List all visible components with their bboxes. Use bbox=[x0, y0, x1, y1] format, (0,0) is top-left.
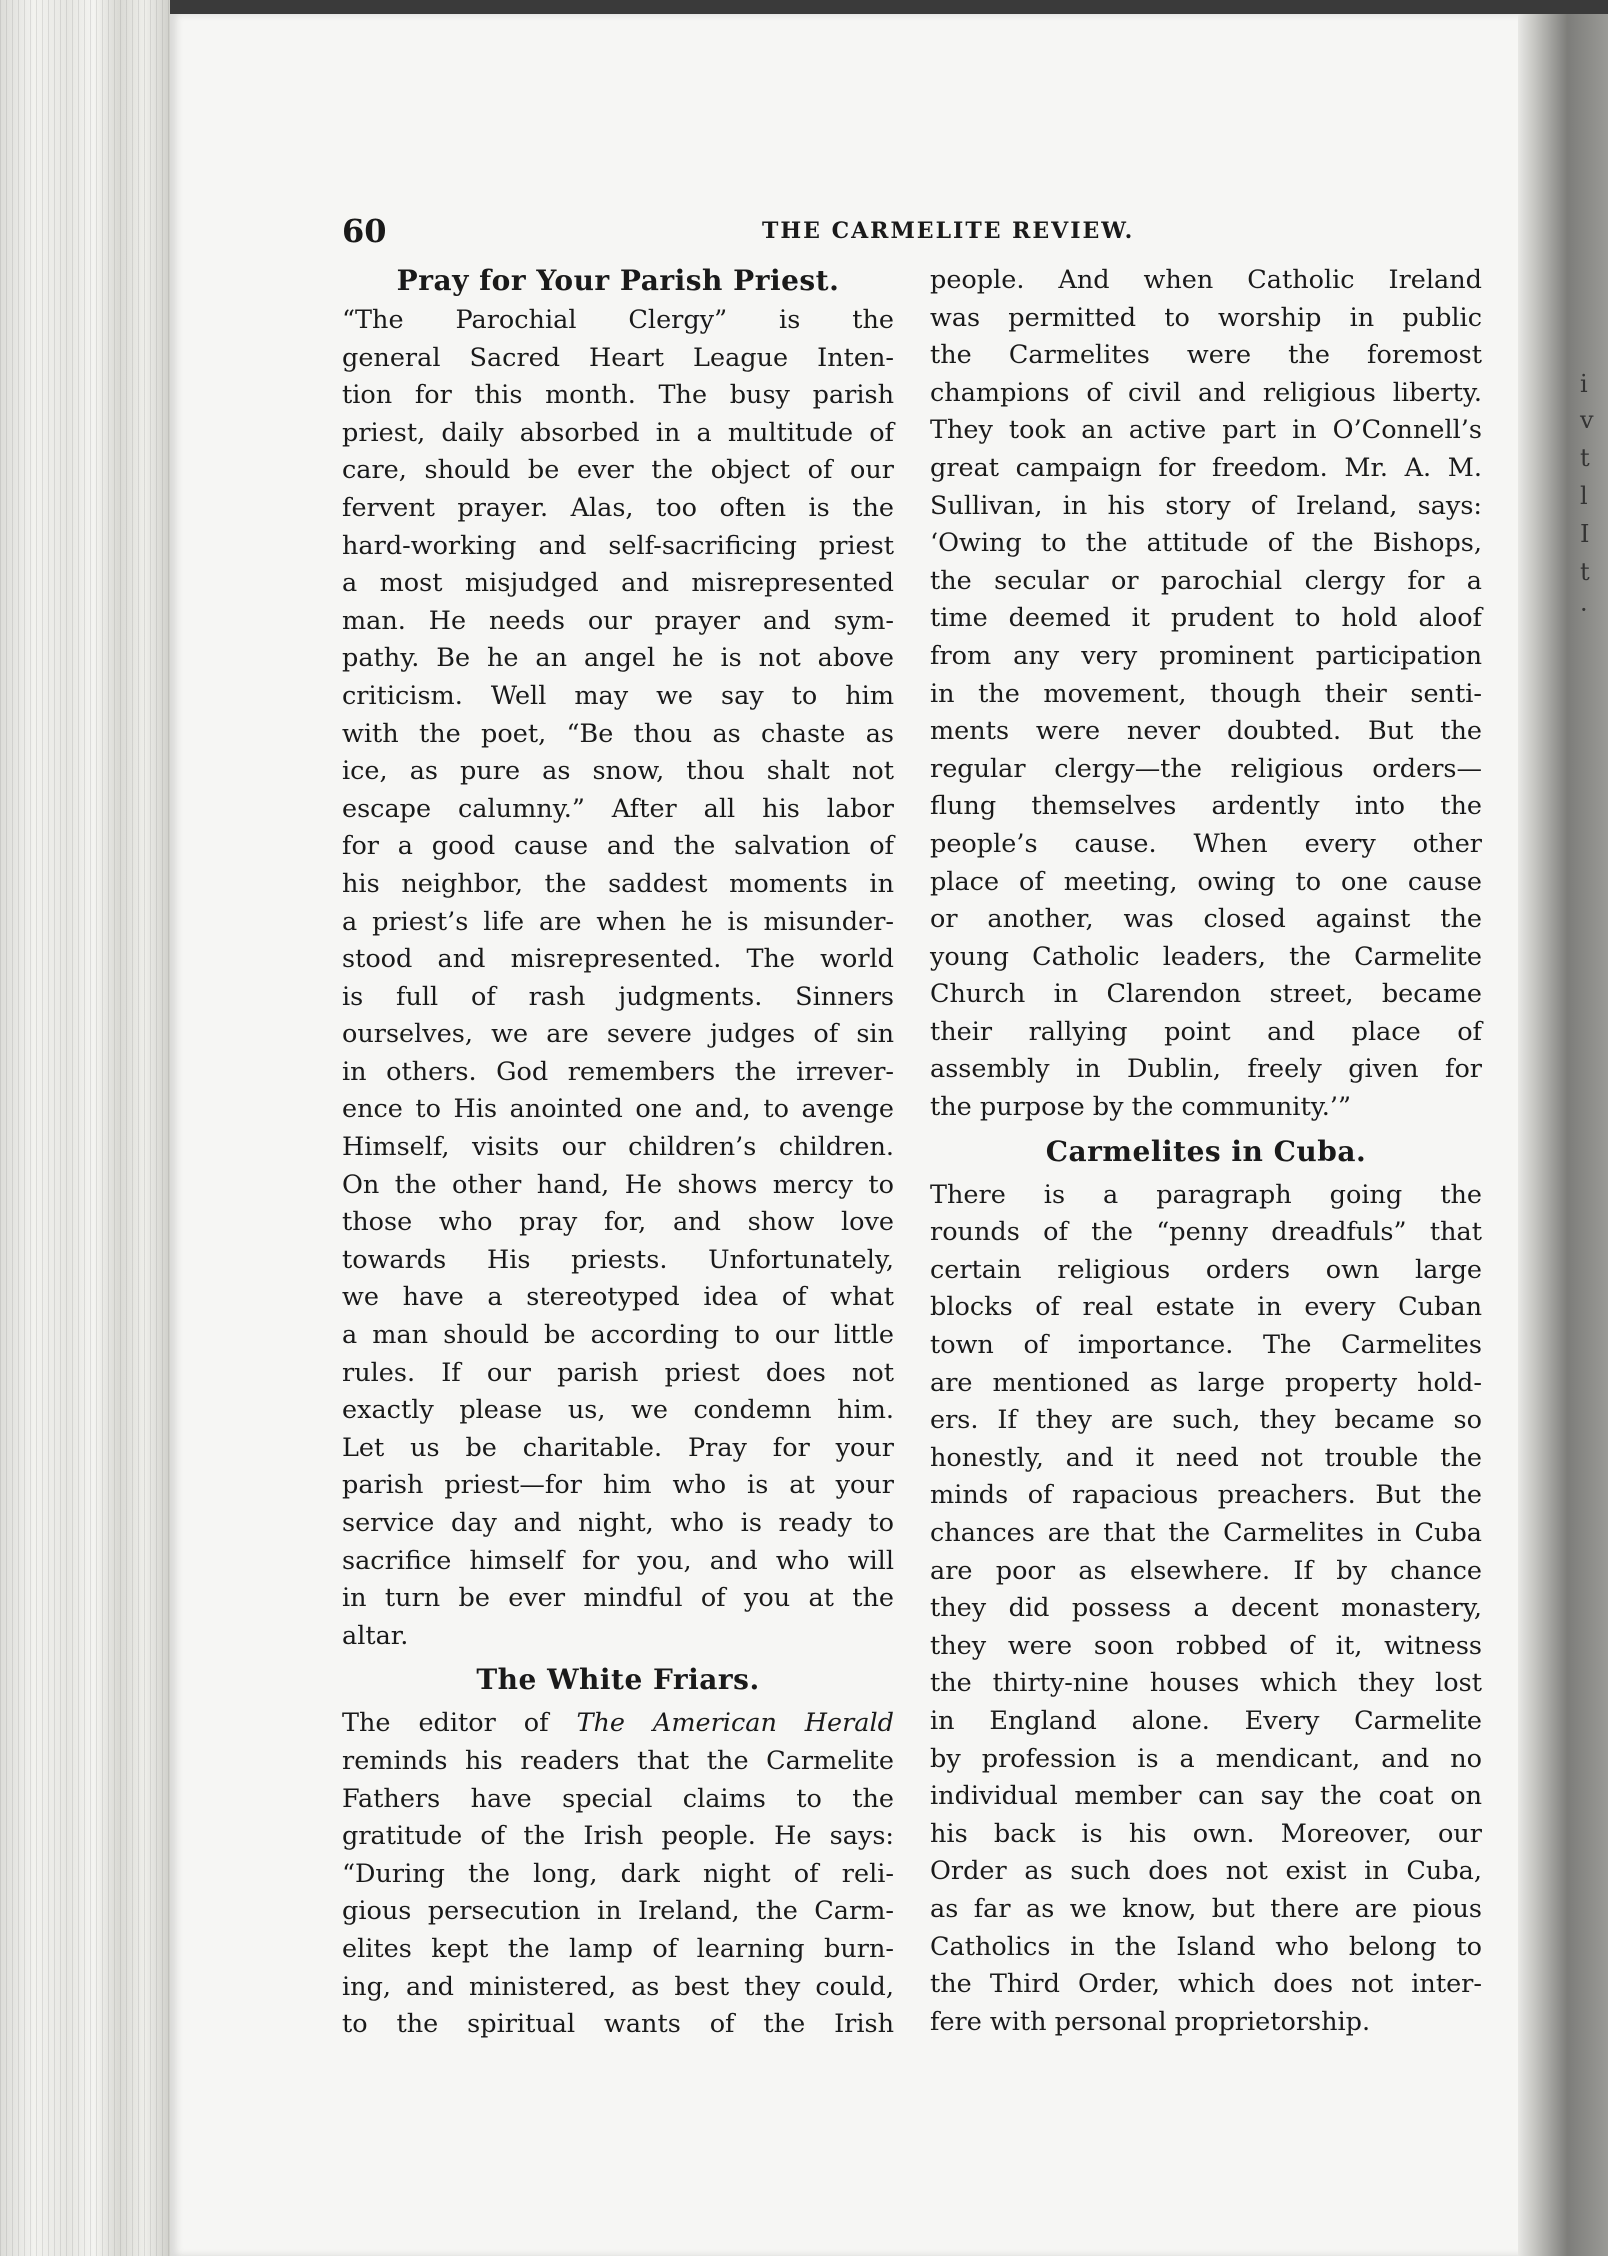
text-line: certain religious orders own large bbox=[930, 1254, 1482, 1285]
text-line: fervent prayer. Alas, too often is the bbox=[342, 492, 894, 523]
page-number: 60 bbox=[342, 212, 387, 250]
text-line: for a good cause and the salvation of bbox=[342, 831, 894, 862]
text-line: elites kept the lamp of learning burn- bbox=[342, 1933, 894, 1964]
text-line: his neighbor, the saddest moments in bbox=[342, 868, 894, 899]
text-line: fere with personal proprietorship. bbox=[930, 2006, 1371, 2037]
text-line: pathy. Be he an angel he is not above bbox=[342, 643, 894, 674]
text-line: regular clergy—the religious orders— bbox=[930, 753, 1482, 784]
text-line: towards His priests. Unfortunately, bbox=[342, 1244, 894, 1275]
text-line: Order as such does not exist in Cuba, bbox=[930, 1856, 1482, 1887]
text-line: in turn be ever mindful of you at the bbox=[342, 1583, 894, 1614]
text-line-prefix: The editor of bbox=[342, 1708, 577, 1739]
text-line: is full of rash judgments. Sinners bbox=[342, 981, 894, 1012]
text-line: reminds his readers that the Carmelite bbox=[342, 1745, 894, 1776]
section-body-parish-priest bbox=[342, 302, 894, 1655]
text-line: time deemed it prudent to hold aloof bbox=[930, 603, 1482, 634]
text-line: sacrifice himself for you, and who will bbox=[342, 1545, 894, 1576]
text-line: by profession is a mendicant, and no bbox=[930, 1743, 1482, 1774]
text-line: care, should be ever the object of our bbox=[342, 455, 894, 486]
text-line: general Sacred Heart League Inten- bbox=[342, 342, 894, 373]
text-line: Church in Clarendon street, became bbox=[930, 979, 1482, 1010]
text-line: in the movement, though their senti- bbox=[930, 678, 1482, 709]
bleed-letter: v bbox=[1580, 406, 1594, 434]
section-heading-cuba: Carmelites in Cuba. bbox=[1045, 1134, 1367, 1168]
text-line: Sullivan, in his story of Ireland, says: bbox=[930, 490, 1482, 521]
text-line: was permitted to worship in public bbox=[930, 302, 1482, 333]
bleed-letter: i bbox=[1580, 370, 1588, 398]
publication-title: The American Herald bbox=[576, 1708, 894, 1739]
text-line: in others. God remembers the irrever- bbox=[342, 1056, 894, 1087]
bleed-letter: I bbox=[1580, 520, 1590, 548]
text-line: place of meeting, owing to one cause bbox=[930, 866, 1482, 897]
text-line: gious persecution in Ireland, the Carm- bbox=[342, 1896, 894, 1927]
text-line: their rallying point and place of bbox=[930, 1016, 1482, 1047]
text-line: the Carmelites were the foremost bbox=[930, 340, 1482, 371]
text-line: from any very prominent participation bbox=[930, 640, 1482, 671]
text-line: “The Parochial Clergy” is the bbox=[342, 305, 894, 335]
text-line: Let us be charitable. Pray for your bbox=[342, 1432, 894, 1463]
section-heading-white-friars: The White Friars. bbox=[476, 1663, 760, 1697]
text-line: Catholics in the Island who belong to bbox=[930, 1931, 1482, 1962]
text-line: On the other hand, He shows mercy to bbox=[342, 1169, 894, 1200]
text-line: are poor as elsewhere. If by chance bbox=[930, 1555, 1482, 1586]
left-column bbox=[342, 262, 894, 2044]
text-line: in England alone. Every Carmelite bbox=[930, 1705, 1482, 1736]
bleed-letter: l bbox=[1580, 482, 1588, 510]
section-body-cuba bbox=[930, 1177, 1482, 2042]
text-line: minds of rapacious preachers. But the bbox=[930, 1480, 1482, 1511]
text-line: rules. If our parish priest does not bbox=[342, 1357, 894, 1388]
text-line: priest, daily absorbed in a multitude of bbox=[342, 417, 894, 448]
text-line: ourselves, we are severe judges of sin bbox=[342, 1019, 894, 1050]
text-line: parish priest—for him who is at your bbox=[342, 1470, 894, 1501]
text-line: Fathers have special claims to the bbox=[342, 1783, 894, 1814]
text-line: exactly please us, we condemn him. bbox=[342, 1395, 894, 1426]
journal-title: THE CARMELITE REVIEW. bbox=[762, 218, 1135, 244]
text-line: gratitude of the Irish people. He says: bbox=[342, 1821, 894, 1852]
text-line: rounds of the “penny dreadfuls” that bbox=[930, 1217, 1482, 1248]
text-line: ‘Owing to the attitude of the Bishops, bbox=[930, 528, 1482, 559]
text-line: tion for this month. The busy parish bbox=[342, 380, 894, 411]
bleed-letter: t bbox=[1580, 444, 1590, 472]
text-line: chances are that the Carmelites in Cuba bbox=[930, 1518, 1482, 1548]
bleed-letter: t bbox=[1580, 558, 1590, 586]
text-line: man. He needs our prayer and sym- bbox=[342, 605, 894, 636]
text-line: a most misjudged and misrepresented bbox=[342, 568, 894, 599]
text-line: champions of civil and religious liberty. bbox=[930, 377, 1482, 408]
text-line: ments were never doubted. But the bbox=[930, 716, 1482, 747]
text-line: people. And when Catholic Ireland bbox=[930, 265, 1482, 295]
text-line bbox=[342, 1705, 894, 1743]
text-line: with the poet, “Be thou as chaste as bbox=[342, 718, 894, 749]
text-line: “During the long, dark night of reli- bbox=[342, 1858, 894, 1889]
text-line: individual member can say the coat on bbox=[930, 1781, 1482, 1812]
bleed-letter: · bbox=[1580, 596, 1588, 624]
text-line: they did possess a decent monastery, bbox=[930, 1593, 1482, 1624]
section-heading-parish-priest: Pray for Your Parish Priest. bbox=[396, 264, 840, 297]
text-line: They took an active part in O’Connell’s bbox=[930, 415, 1482, 446]
text-line: they were soon robbed of it, witness bbox=[930, 1630, 1482, 1661]
text-line: as far as we know, but there are pious bbox=[930, 1893, 1482, 1924]
text-line: are mentioned as large property hold- bbox=[930, 1367, 1482, 1398]
text-line: the thirty-nine houses which they lost bbox=[930, 1668, 1482, 1699]
text-line: ice, as pure as snow, thou shalt not bbox=[342, 756, 894, 787]
text-line: stood and misrepresented. The world bbox=[342, 944, 894, 975]
right-column bbox=[930, 262, 1482, 2041]
text-line: his back is his own. Moreover, our bbox=[930, 1818, 1482, 1849]
section-body-white-friars-continued bbox=[930, 262, 1482, 1127]
text-line: altar. bbox=[342, 1620, 409, 1651]
text-line: flung themselves ardently into the bbox=[930, 791, 1482, 822]
text-line: ers. If they are such, they became so bbox=[930, 1405, 1482, 1436]
text-line: escape calumny.” After all his labor bbox=[342, 793, 894, 824]
text-line: young Catholic leaders, the Carmelite bbox=[930, 941, 1482, 972]
text-line: Himself, visits our children’s children. bbox=[342, 1132, 894, 1163]
text-line: assembly in Dublin, freely given for bbox=[930, 1054, 1482, 1085]
text-line: ence to His anointed one and, to avenge bbox=[342, 1094, 894, 1125]
text-line: There is a paragraph going the bbox=[930, 1179, 1482, 1210]
text-line: the Third Order, which does not inter- bbox=[930, 1969, 1482, 2000]
text-line: we have a stereotyped idea of what bbox=[342, 1282, 894, 1313]
page-edge-lines bbox=[0, 0, 170, 2256]
text-line: the purpose by the community.’” bbox=[930, 1092, 1351, 1123]
running-head bbox=[342, 212, 1492, 252]
text-line: those who pray for, and show love bbox=[342, 1207, 894, 1238]
text-line: people’s cause. When every other bbox=[930, 828, 1482, 859]
text-line: ing, and ministered, as best they could, bbox=[342, 1971, 894, 2002]
text-line: hard-working and self-sacrificing priest bbox=[342, 530, 894, 561]
text-line: service day and night, who is ready to bbox=[342, 1508, 894, 1538]
text-line: town of importance. The Carmelites bbox=[930, 1330, 1482, 1361]
section-body-white-friars bbox=[342, 1743, 894, 2044]
text-line: a priest’s life are when he is misunder- bbox=[342, 906, 894, 937]
text-line: the secular or parochial clergy for a bbox=[930, 565, 1482, 596]
text-line: criticism. Well may we say to him bbox=[342, 680, 894, 711]
text-line: honestly, and it need not trouble the bbox=[930, 1442, 1482, 1473]
text-line: a man should be according to our little bbox=[342, 1320, 894, 1351]
right-gutter-shadow bbox=[1518, 14, 1608, 2256]
text-line: blocks of real estate in every Cuban bbox=[930, 1292, 1482, 1323]
top-border bbox=[0, 0, 1608, 14]
text-line: to the spiritual wants of the Irish bbox=[342, 2009, 894, 2040]
text-line: or another, was closed against the bbox=[930, 904, 1482, 935]
text-line: great campaign for freedom. Mr. A. M. bbox=[930, 452, 1482, 483]
book-page-edges bbox=[0, 0, 170, 2256]
